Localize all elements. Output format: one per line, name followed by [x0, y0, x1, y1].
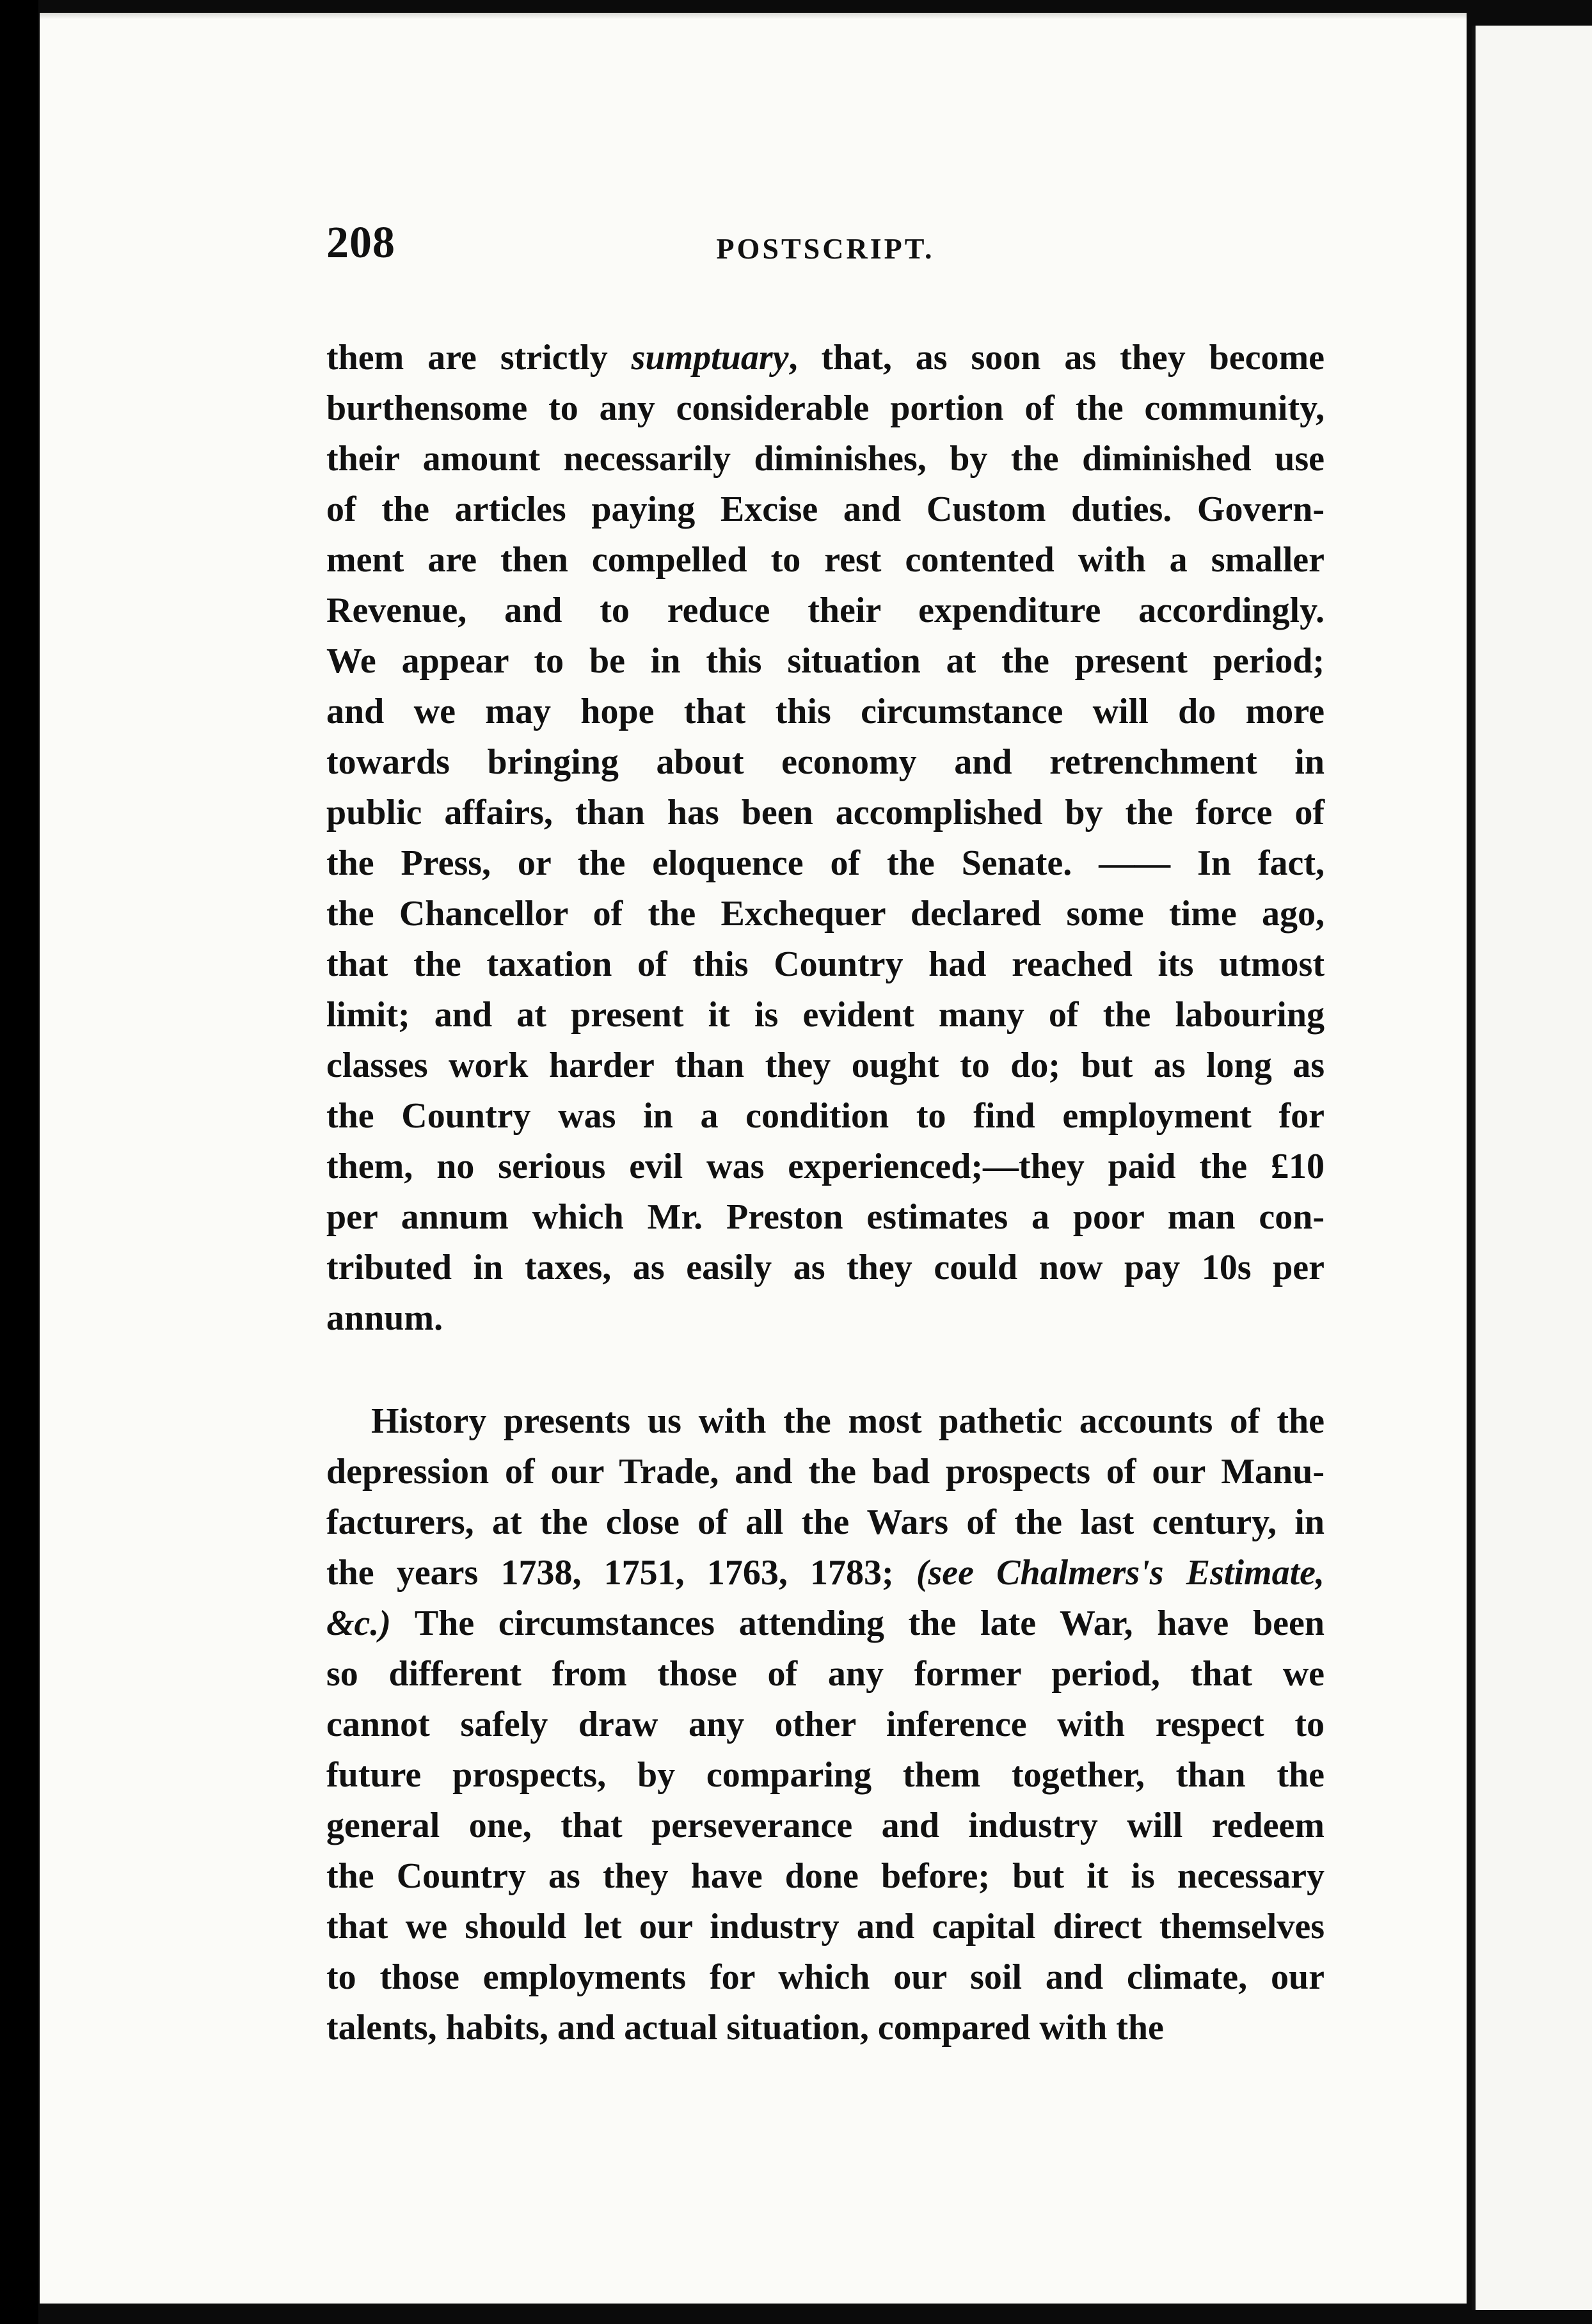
text-line: per annum which Mr. Preston estimates a poor man con-	[326, 1197, 1325, 1237]
text-line: general one, that perseverance and industry will redeem	[326, 1806, 1325, 1845]
paragraph-gap	[326, 1344, 1325, 1396]
text-line: classes work harder than they ought to do; but as long as	[326, 1046, 1325, 1085]
text-line: the Chancellor of the Exchequer declared some time ago,	[326, 894, 1325, 934]
text-line: that we should let our industry and capital direct themselves	[326, 1907, 1325, 1946]
text-line: Revenue, and to reduce their expenditure accordingly.	[326, 591, 1325, 630]
text-line: to those employments for which our soil and climate, our	[326, 1957, 1325, 1997]
page-number: 208	[326, 218, 395, 267]
text-line	[326, 333, 1325, 383]
text-line: History presents us with the most pathetic accounts of the	[371, 1401, 1325, 1441]
text-segment: , that, as soon as they become	[788, 338, 1325, 378]
text-segment: them are strictly	[326, 338, 632, 378]
page-header	[326, 218, 1325, 288]
italic-text: (see Chalmers's Estimate,	[916, 1553, 1325, 1593]
text-line: depression of our Trade, and the bad prospects of our Manu-	[326, 1452, 1325, 1492]
scan-border-left	[0, 0, 38, 2324]
text-line: the Press, or the eloquence of the Senate. —— In fact,	[326, 843, 1325, 883]
text-line: public affairs, than has been accomplished by the force of	[326, 793, 1325, 832]
paragraph-1	[326, 333, 1325, 1344]
text-line: towards bringing about economy and retrenchment in	[326, 742, 1325, 782]
text-line: that the taxation of this Country had reached its utmost	[326, 944, 1325, 984]
text-line: their amount necessarily diminishes, by the diminished use	[326, 439, 1325, 479]
text-line: ment are then compelled to rest contented with a smaller	[326, 540, 1325, 580]
text-line	[326, 1598, 1325, 1649]
text-line: and we may hope that this circumstance will do more	[326, 692, 1325, 731]
body-text	[326, 333, 1325, 2053]
text-segment: The circumstances attending the late War, have been	[391, 1604, 1325, 1643]
text-line: facturers, at the close of all the Wars of the last century, in	[326, 1502, 1325, 1542]
paragraph-2	[326, 1396, 1325, 2053]
text-line: talents, habits, and actual situation, compared with the	[326, 2008, 1164, 2048]
text-line: so different from those of any former period, that we	[326, 1654, 1325, 1694]
facing-page-edge	[1472, 26, 1592, 2310]
text-line: of the articles paying Excise and Custom duties. Govern-	[326, 489, 1325, 529]
text-segment: the years 1738, 1751, 1763, 1783;	[326, 1553, 916, 1593]
italic-text: sumptuary	[631, 338, 789, 378]
text-line: cannot safely draw any other inference with respect to	[326, 1705, 1325, 1744]
text-line: tributed in taxes, as easily as they could now pay 10s per	[326, 1248, 1325, 1287]
text-line: burthensome to any considerable portion of the community,	[326, 388, 1325, 428]
text-line: the Country was in a condition to find employment for	[326, 1096, 1325, 1136]
running-head: POSTSCRIPT.	[716, 232, 935, 265]
text-line: the Country as they have done before; but it is necessary	[326, 1856, 1325, 1896]
text-line: future prospects, by comparing them together, than the	[326, 1755, 1325, 1795]
text-line: them, no serious evil was experienced;—they paid the £10	[326, 1147, 1325, 1186]
text-line: limit; and at present it is evident many of the labouring	[326, 995, 1325, 1035]
italic-text: &c.)	[326, 1604, 392, 1643]
text-line: annum.	[326, 1298, 443, 1338]
text-line	[326, 1548, 1325, 1598]
page-top-shadow	[40, 13, 1467, 19]
text-line: We appear to be in this situation at the present period;	[326, 641, 1325, 681]
